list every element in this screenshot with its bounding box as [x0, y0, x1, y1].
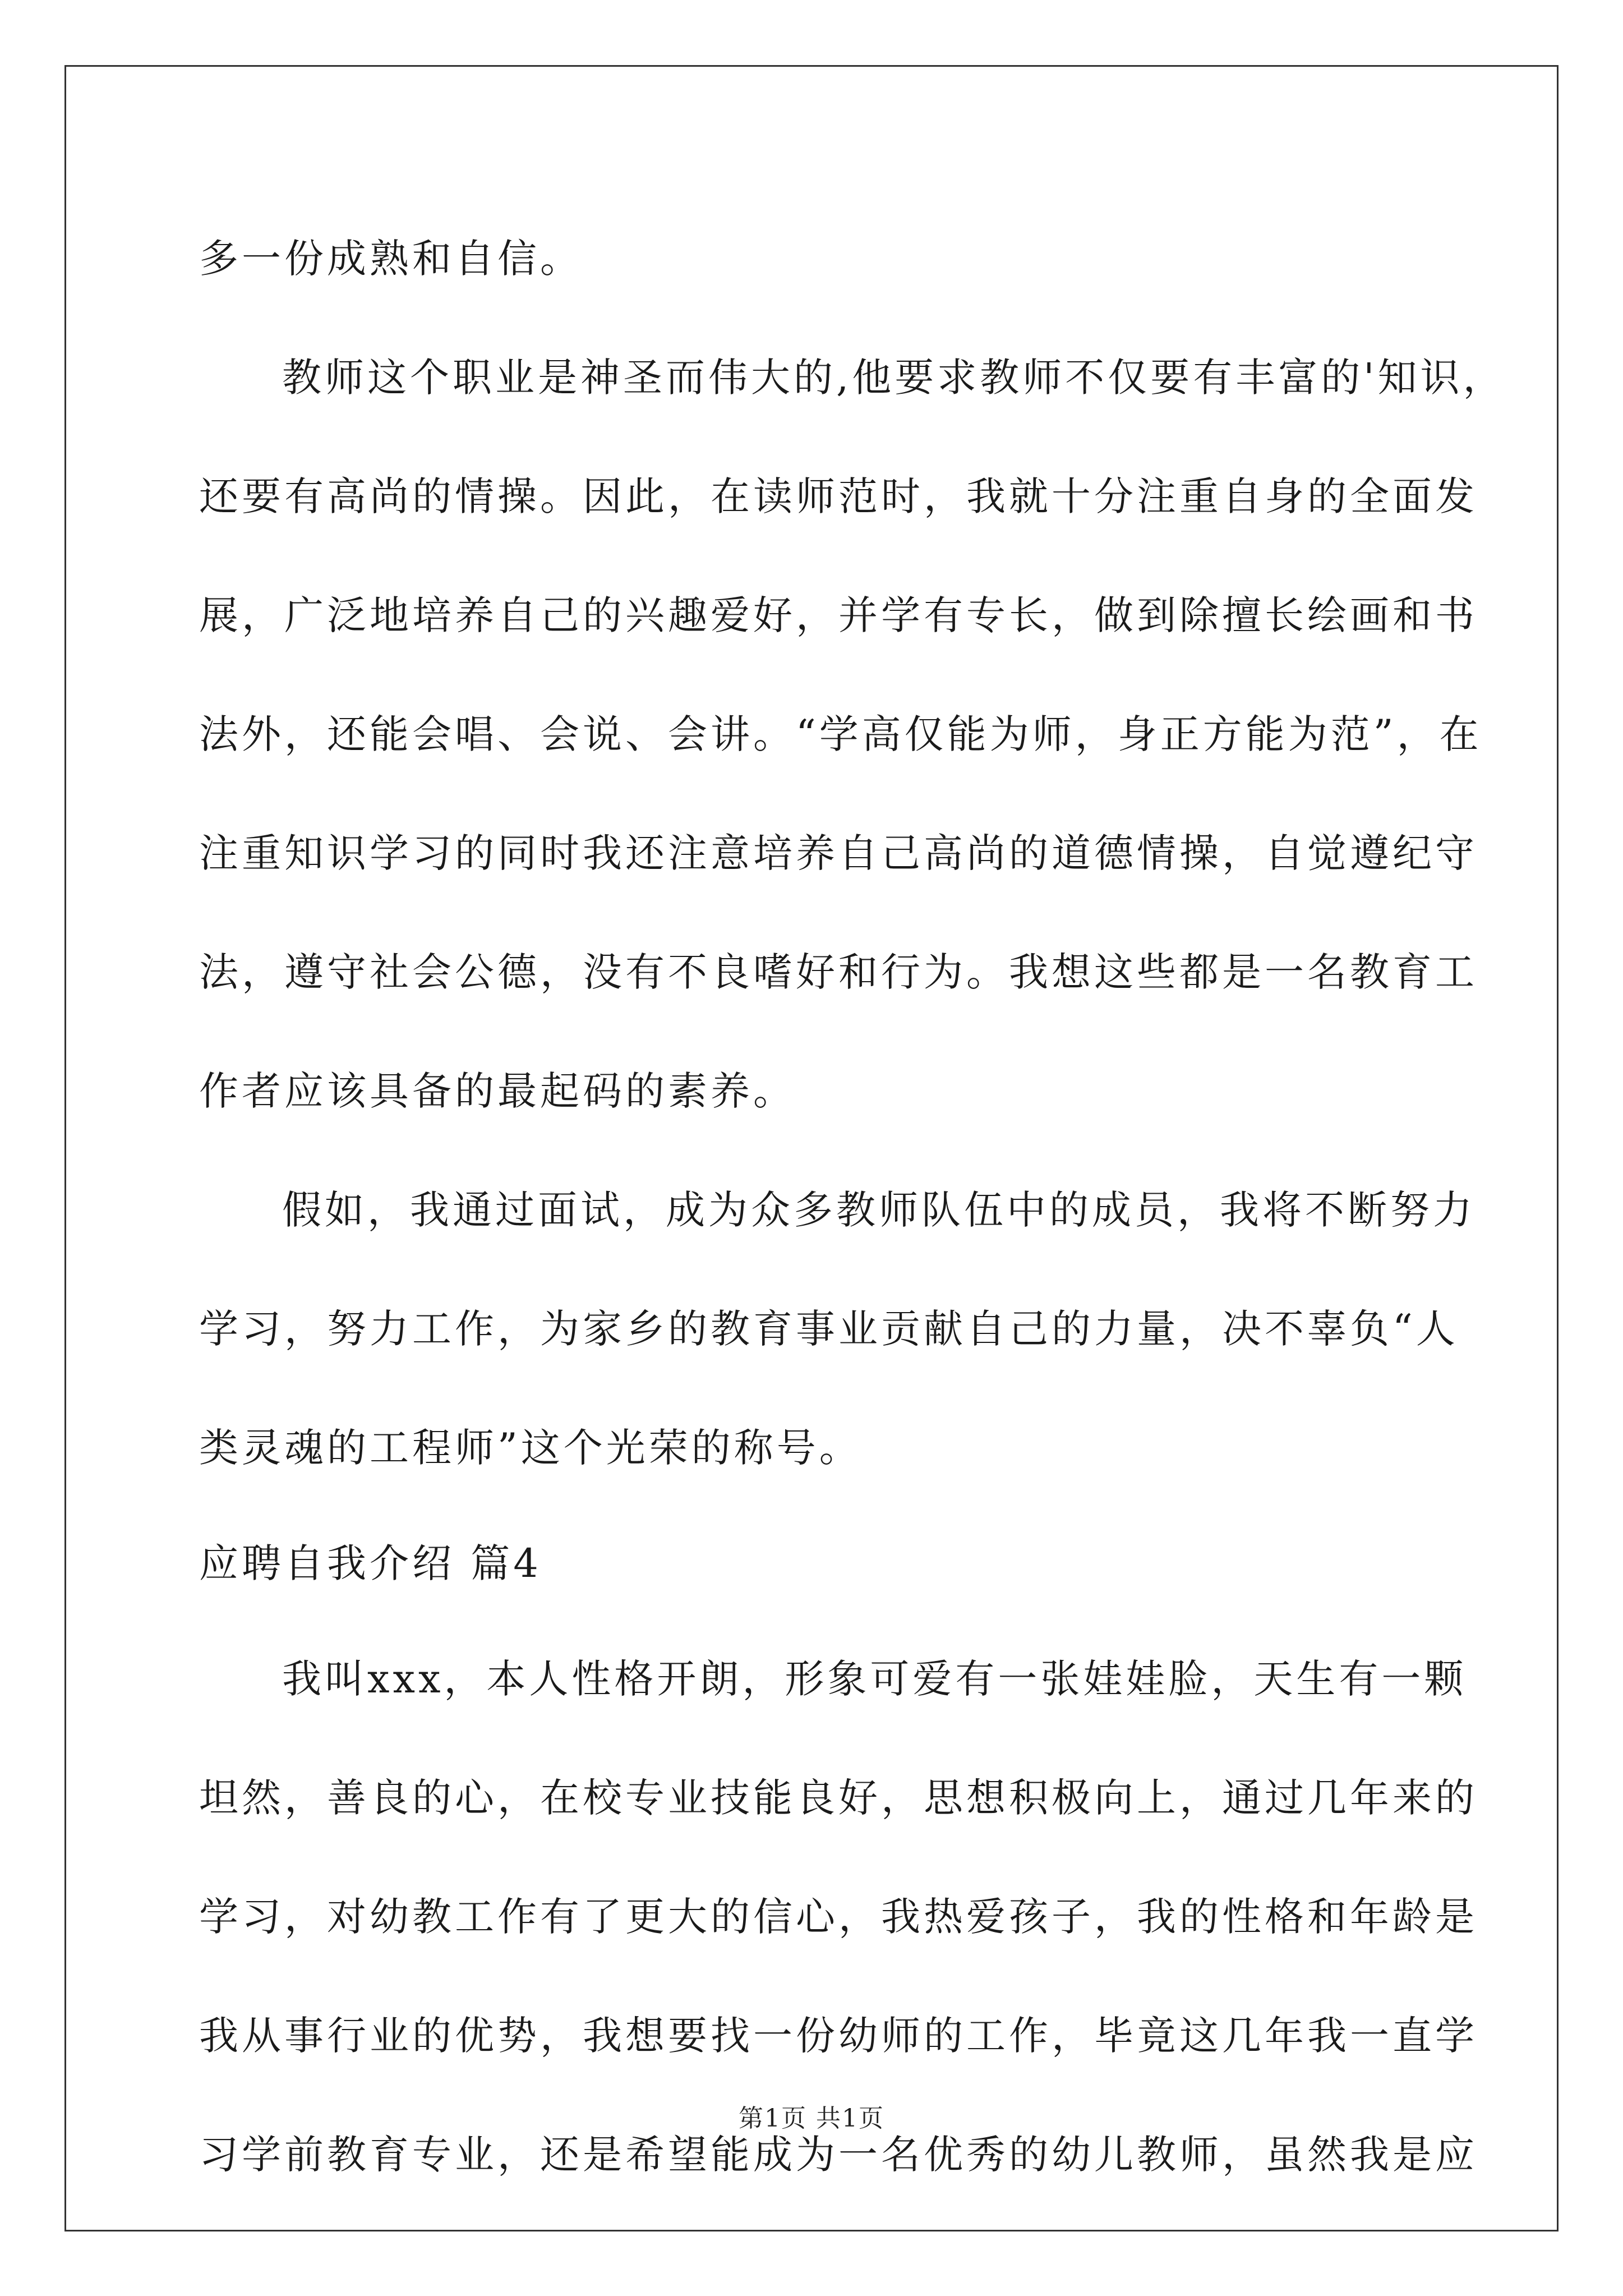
text-line: 作者应该具备的最起码的素养。 — [199, 1068, 796, 1114]
text-line: 我从事行业的优势，我想要找一份幼师的工作，毕竟这几年我一直学 — [199, 2013, 1478, 2059]
text-line: 习学前教育专业，还是希望能成为一名优秀的幼儿教师，虽然我是应 — [199, 2132, 1478, 2178]
text-line: 还要有高尚的情操。因此，在读师范时，我就十分注重自身的全面发 — [199, 473, 1478, 519]
text-line: 注重知识学习的同时我还注意培养自己高尚的道德情操，自觉遵纪守 — [199, 830, 1478, 876]
text-line: 学习，努力工作，为家乡的教育事业贡献自己的力量，决不辜负“人 — [199, 1306, 1459, 1352]
text-line: 我叫xxx，本人性格开朗，形象可爱有一张娃娃脸，天生有一颗 — [282, 1656, 1467, 1702]
section-heading: 应聘自我介绍 篇4 — [199, 1540, 542, 1586]
text-line: 展，广泛地培养自己的兴趣爱好，并学有专长，做到除擅长绘画和书 — [199, 592, 1478, 638]
text-line: 假如，我通过面试，成为众多教师队伍中的成员，我将不断努力 — [282, 1187, 1476, 1233]
text-line: 教师这个职业是神圣而伟大的,他要求教师不仅要有丰富的'知识， — [282, 355, 1506, 401]
page-footer: 第1页 共1页 — [739, 2104, 884, 2133]
text-line: 坦然，善良的心，在校专业技能良好，思想积极向上，通过几年来的 — [199, 1775, 1478, 1821]
text-line: 多一份成熟和自信。 — [199, 236, 583, 282]
text-line: 学习，对幼教工作有了更大的信心，我热爱孩子，我的性格和年龄是 — [199, 1894, 1478, 1940]
text-line: 法，遵守社会公德，没有不良嗜好和行为。我想这些都是一名教育工 — [199, 949, 1478, 995]
text-line: 法外，还能会唱、会说、会讲。“学高仅能为师，身正方能为范”，在 — [199, 711, 1482, 757]
document-body — [199, 199, 1506, 2214]
text-line: 类灵魂的工程师”这个光荣的称号。 — [199, 1425, 862, 1471]
